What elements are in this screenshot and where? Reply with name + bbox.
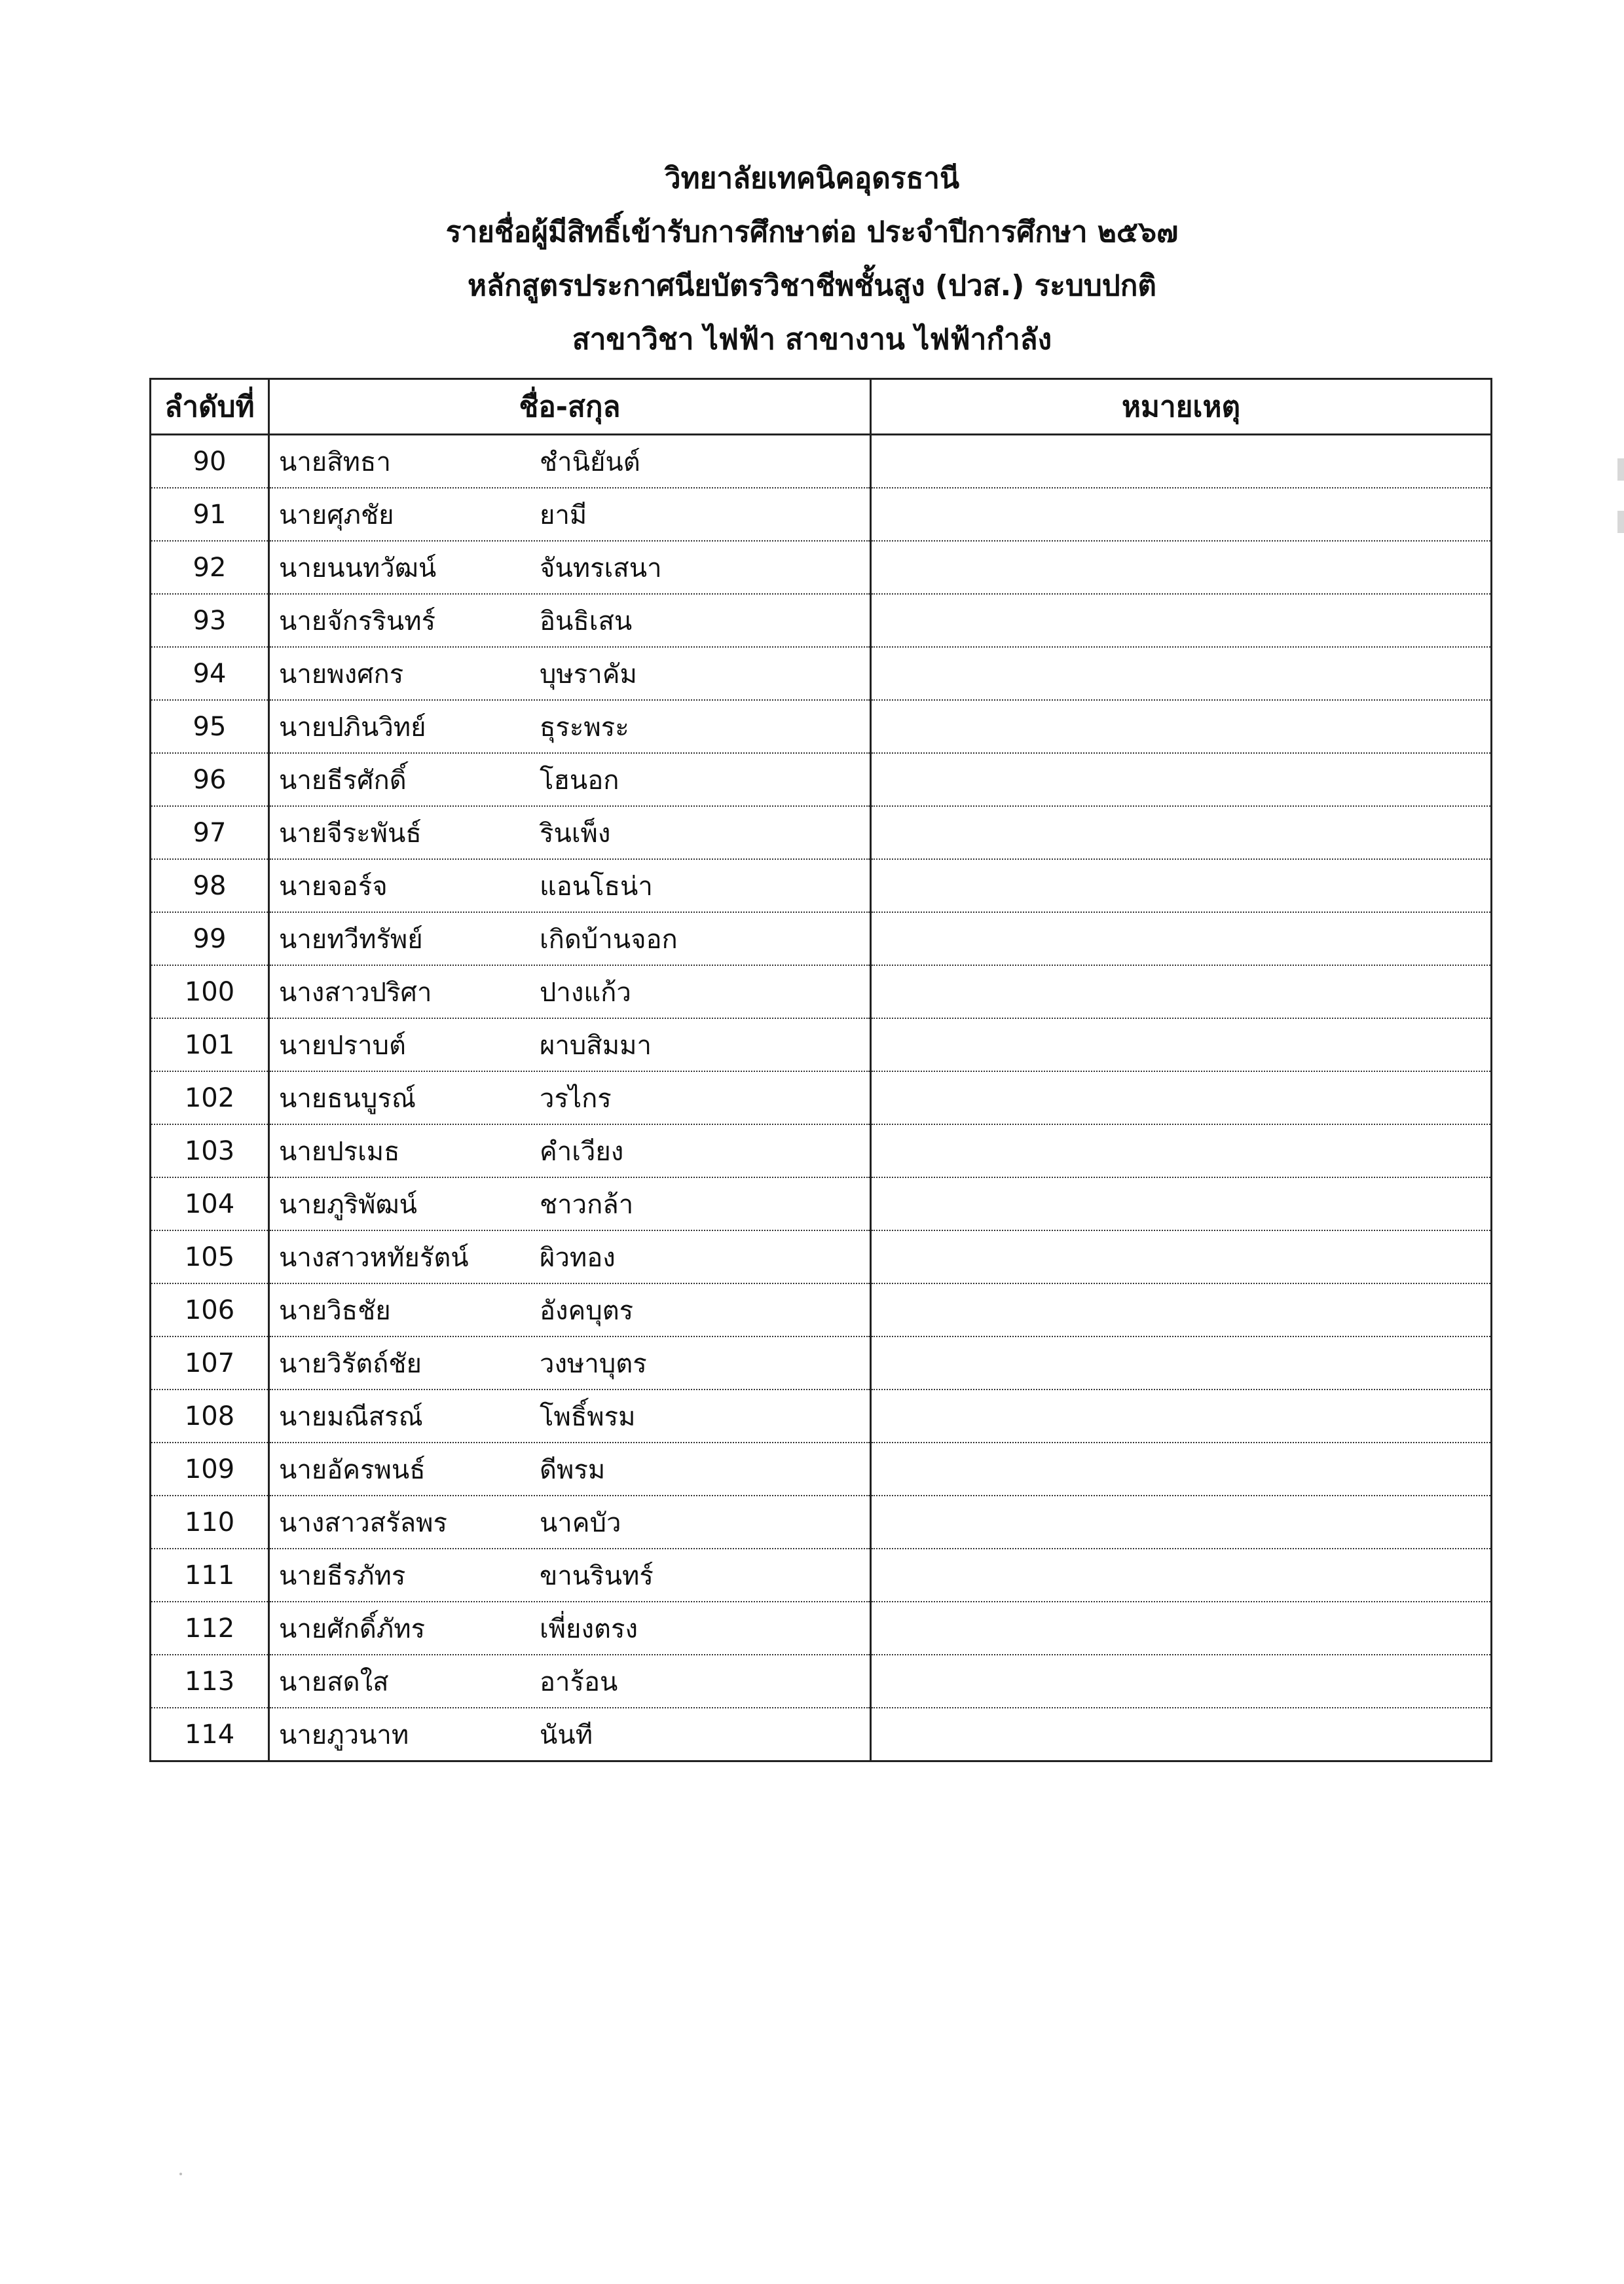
row-name — [269, 1071, 871, 1124]
row-name — [269, 1390, 871, 1443]
row-number: 102 — [151, 1071, 269, 1124]
row-remark — [871, 1708, 1492, 1761]
row-number: 109 — [151, 1443, 269, 1496]
table-row — [151, 435, 1492, 488]
last-name: ชาวกล้า — [540, 1189, 634, 1220]
last-name: ชำนิยันต์ — [540, 447, 640, 477]
row-number: 91 — [151, 488, 269, 541]
row-number: 106 — [151, 1283, 269, 1336]
row-remark — [871, 488, 1492, 541]
row-number: 104 — [151, 1177, 269, 1230]
row-name — [269, 1602, 871, 1655]
first-name: นายภูวนาท — [279, 1720, 409, 1750]
first-name: นายปภินวิทย์ — [279, 712, 426, 743]
last-name: โพธิ์พรม — [540, 1401, 636, 1432]
row-name — [269, 859, 871, 912]
first-name: นายจีระพันธ์ — [279, 818, 422, 849]
row-name — [269, 806, 871, 859]
row-number: 92 — [151, 541, 269, 594]
row-name — [269, 753, 871, 806]
first-name: นายธีรศักดิ์ — [279, 765, 407, 796]
last-name: วงษาบุตร — [540, 1348, 647, 1379]
last-name: ธุระพระ — [540, 712, 629, 743]
college-name: วิทยาลัยเทคนิคอุดรธานี — [664, 162, 960, 195]
first-name: นายอัครพนธ์ — [279, 1454, 426, 1485]
last-name: ผิวทอง — [540, 1242, 616, 1273]
row-name — [269, 700, 871, 753]
row-number: 94 — [151, 647, 269, 700]
row-remark — [871, 1177, 1492, 1230]
table-row — [151, 647, 1492, 700]
last-name: นันที — [540, 1720, 593, 1750]
row-name — [269, 1549, 871, 1602]
row-remark — [871, 1124, 1492, 1177]
last-name: ยามี — [540, 500, 587, 530]
table-row — [151, 806, 1492, 859]
last-name: ดีพรม — [540, 1454, 606, 1485]
table-row — [151, 1230, 1492, 1283]
row-number: 111 — [151, 1549, 269, 1602]
table-row — [151, 594, 1492, 647]
table-row — [151, 1177, 1492, 1230]
row-remark — [871, 1071, 1492, 1124]
row-name — [269, 1336, 871, 1390]
first-name: นายธนบูรณ์ — [279, 1083, 416, 1114]
row-number: 100 — [151, 965, 269, 1018]
row-number: 103 — [151, 1124, 269, 1177]
row-remark — [871, 1390, 1492, 1443]
row-number: 97 — [151, 806, 269, 859]
row-name — [269, 1443, 871, 1496]
last-name: อินธิเสน — [540, 606, 633, 636]
last-name: บุษราคัม — [540, 659, 637, 690]
row-number: 105 — [151, 1230, 269, 1283]
first-name: นายวิรัตถ์ชัย — [279, 1348, 422, 1379]
table-row — [151, 1549, 1492, 1602]
last-name: เพี่ยงตรง — [540, 1613, 638, 1644]
table-row — [151, 1708, 1492, 1761]
row-number: 114 — [151, 1708, 269, 1761]
scan-edge-mark — [1617, 511, 1624, 533]
row-name — [269, 435, 871, 488]
last-name: จันทรเสนา — [540, 553, 662, 583]
table-row — [151, 965, 1492, 1018]
row-remark — [871, 1018, 1492, 1071]
row-remark — [871, 1283, 1492, 1336]
row-name — [269, 912, 871, 965]
row-remark — [871, 1443, 1492, 1496]
row-name — [269, 1018, 871, 1071]
row-number: 110 — [151, 1496, 269, 1549]
row-remark — [871, 700, 1492, 753]
document-header — [0, 152, 1624, 367]
major-title: สาขาวิชา ไฟฟ้า สาขางาน ไฟฟ้ากำลัง — [572, 323, 1052, 356]
last-name: ผาบสิมมา — [540, 1030, 652, 1061]
first-name: นายวิธชัย — [279, 1295, 391, 1326]
last-name: อาร้อน — [540, 1667, 618, 1697]
row-name — [269, 1283, 871, 1336]
first-name: นายจอร์จ — [279, 871, 388, 902]
row-remark — [871, 1602, 1492, 1655]
table-row — [151, 1336, 1492, 1390]
first-name: นายปรเมธ — [279, 1136, 400, 1167]
row-name — [269, 488, 871, 541]
last-name: เกิดบ้านจอก — [540, 924, 678, 955]
first-name: นายนนทวัฒน์ — [279, 553, 437, 583]
table-row — [151, 488, 1492, 541]
table-row — [151, 859, 1492, 912]
row-name — [269, 1708, 871, 1761]
row-number: 113 — [151, 1655, 269, 1708]
first-name: นายพงศกร — [279, 659, 404, 690]
row-number: 98 — [151, 859, 269, 912]
first-name: นางสาวสรัลพร — [279, 1507, 447, 1538]
first-name: นายสิทธา — [279, 447, 391, 477]
row-remark — [871, 1336, 1492, 1390]
table-row — [151, 1390, 1492, 1443]
scan-speck — [179, 2173, 182, 2175]
first-name: นายปราบต์ — [279, 1030, 406, 1061]
row-remark — [871, 1549, 1492, 1602]
table-header-row — [151, 379, 1492, 435]
first-name: นายทวีทรัพย์ — [279, 924, 423, 955]
row-number: 93 — [151, 594, 269, 647]
row-number: 99 — [151, 912, 269, 965]
table-row — [151, 1018, 1492, 1071]
table-row — [151, 1071, 1492, 1124]
row-remark — [871, 1496, 1492, 1549]
column-header-remark: หมายเหตุ — [871, 379, 1492, 435]
row-remark — [871, 1230, 1492, 1283]
first-name: นายสดใส — [279, 1667, 389, 1697]
row-remark — [871, 806, 1492, 859]
row-remark — [871, 859, 1492, 912]
row-number: 107 — [151, 1336, 269, 1390]
row-name — [269, 965, 871, 1018]
row-name — [269, 541, 871, 594]
row-number: 90 — [151, 435, 269, 488]
list-title: รายชื่อผู้มีสิทธิ์เข้ารับการศึกษาต่อ ประจำปีการศึกษา ๒๕๖๗ — [445, 215, 1179, 249]
row-name — [269, 1496, 871, 1549]
row-name — [269, 1124, 871, 1177]
table-row — [151, 1496, 1492, 1549]
last-name: อังคบุตร — [540, 1295, 634, 1326]
first-name: นางสาวหทัยรัตน์ — [279, 1242, 469, 1273]
row-remark — [871, 912, 1492, 965]
row-name — [269, 1655, 871, 1708]
row-name — [269, 594, 871, 647]
table-row — [151, 1602, 1492, 1655]
row-name — [269, 647, 871, 700]
row-remark — [871, 965, 1492, 1018]
last-name: ขานรินทร์ — [540, 1560, 654, 1591]
row-remark — [871, 594, 1492, 647]
last-name: นาคบัว — [540, 1507, 621, 1538]
student-list-table — [149, 378, 1492, 1762]
table-row — [151, 541, 1492, 594]
column-header-name: ชื่อ-สกุล — [269, 379, 871, 435]
row-number: 108 — [151, 1390, 269, 1443]
row-number: 96 — [151, 753, 269, 806]
row-name — [269, 1177, 871, 1230]
scan-edge-mark — [1617, 458, 1624, 481]
table-row — [151, 753, 1492, 806]
row-number: 112 — [151, 1602, 269, 1655]
last-name: คำเวียง — [540, 1136, 624, 1167]
table-row — [151, 912, 1492, 965]
row-number: 95 — [151, 700, 269, 753]
row-remark — [871, 1655, 1492, 1708]
last-name: แอนโธน่า — [540, 871, 653, 902]
first-name: นายมณีสรณ์ — [279, 1401, 423, 1432]
last-name: ปางแก้ว — [540, 977, 631, 1008]
row-name — [269, 1230, 871, 1283]
first-name: นายธีรภัทร — [279, 1560, 406, 1591]
first-name: นางสาวปริศา — [279, 977, 432, 1008]
table-row — [151, 1655, 1492, 1708]
row-remark — [871, 435, 1492, 488]
row-remark — [871, 647, 1492, 700]
table-row — [151, 1283, 1492, 1336]
row-remark — [871, 541, 1492, 594]
first-name: นายภูริพัฒน์ — [279, 1189, 417, 1220]
first-name: นายศักดิ์ภัทร — [279, 1613, 426, 1644]
table-row — [151, 1443, 1492, 1496]
column-header-number: ลำดับที่ — [151, 379, 269, 435]
last-name: รินเพ็ง — [540, 818, 611, 849]
row-number: 101 — [151, 1018, 269, 1071]
program-title: หลักสูตรประกาศนียบัตรวิชาชีพชั้นสูง (ปวส.) ระบบปกติ — [468, 269, 1156, 303]
first-name: นายศุภชัย — [279, 500, 394, 530]
first-name: นายจักรรินทร์ — [279, 606, 436, 636]
table-row — [151, 1124, 1492, 1177]
last-name: วรไกร — [540, 1083, 612, 1114]
last-name: โฮนอก — [540, 765, 619, 796]
table-row — [151, 700, 1492, 753]
row-remark — [871, 753, 1492, 806]
